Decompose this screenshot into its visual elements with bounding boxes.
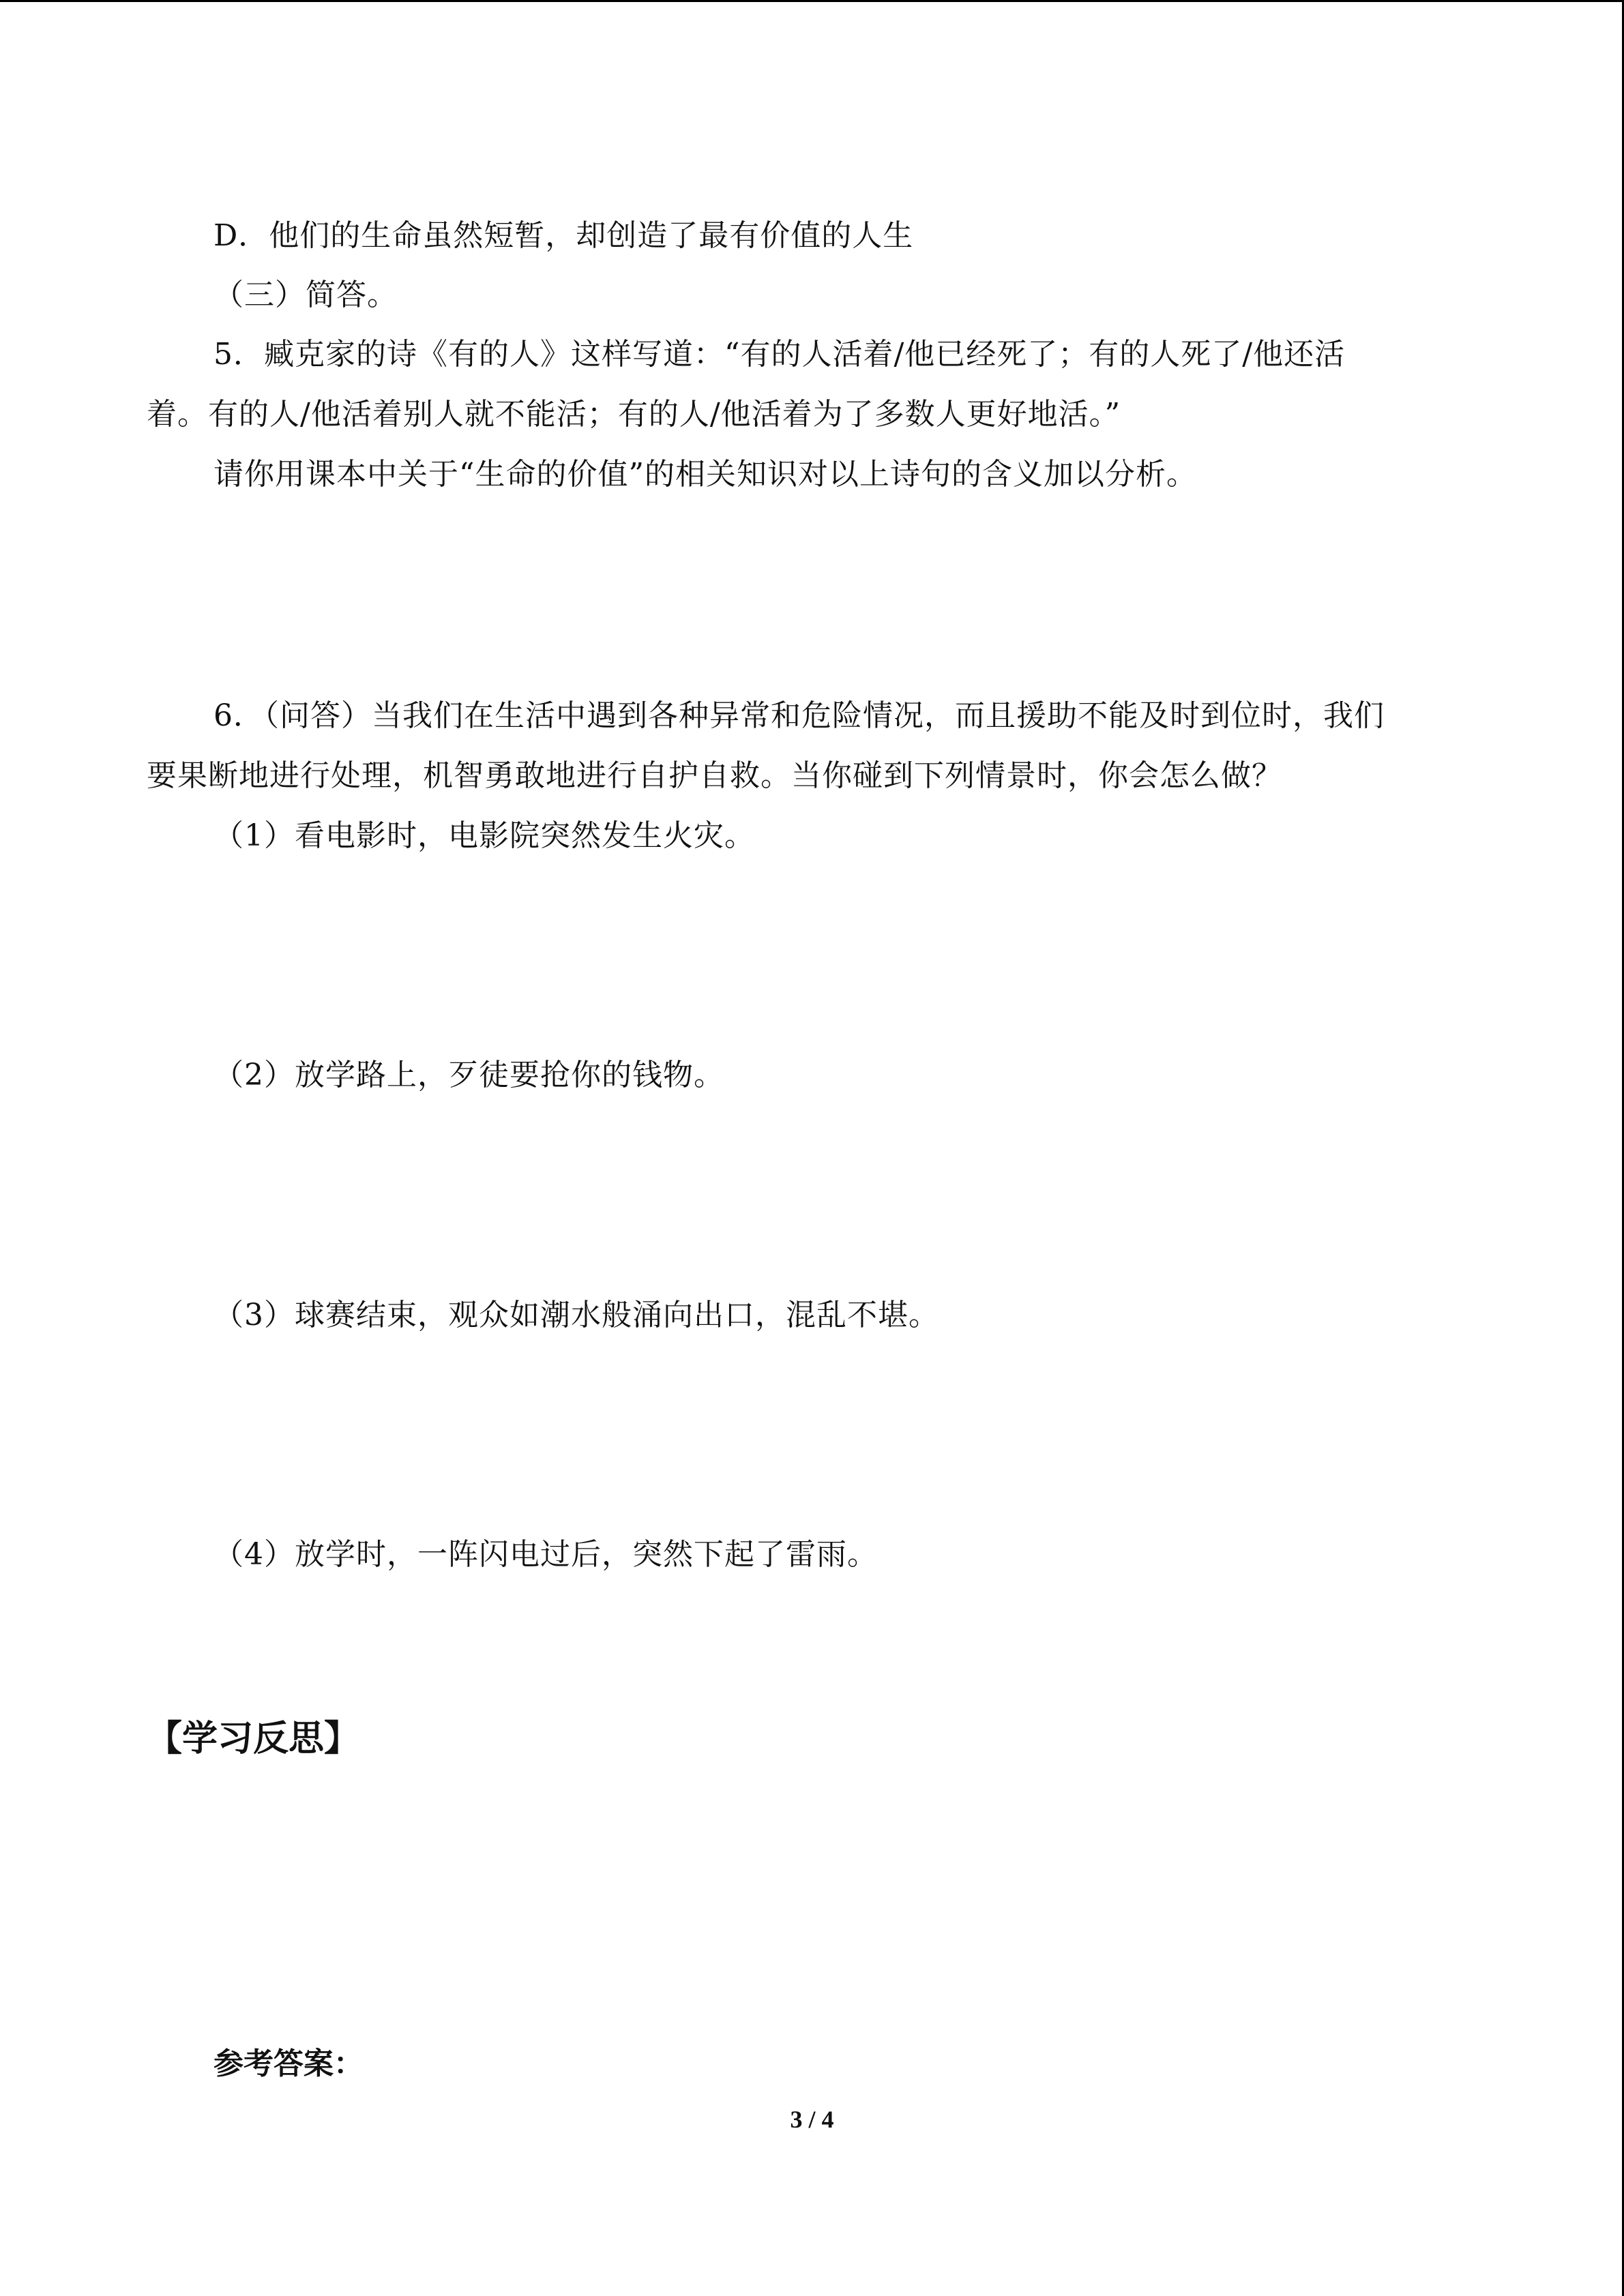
question-6-item-3: （3）球赛结束，观众如潮水般涌向出口，混乱不堪。 (213, 1298, 939, 1332)
page-top-border (0, 0, 1624, 2)
reflection-heading: 【学习反思】 (147, 1718, 360, 1759)
section-three-title: （三）简答。 (213, 278, 398, 312)
question-6-line-1: 6．（问答）当我们在生活中遇到各种异常和危险情况，而且援助不能及时到位时，我们 (213, 698, 1385, 733)
question-5-line-1: 5．臧克家的诗《有的人》这样写道：“有的人活着/他已经死了；有的人死了/他还活 (213, 337, 1346, 372)
question-5-line-2: 着。有的人/他活着别人就不能活；有的人/他活着为了多数人更好地活。” (147, 397, 1121, 432)
question-6-item-4: （4）放学时，一阵闪电过后，突然下起了雷雨。 (213, 1537, 878, 1572)
question-6-line-2: 要果断地进行处理，机智勇敢地进行自护自救。当你碰到下列情景时，你会怎么做？ (147, 758, 1282, 793)
option-d: D．他们的生命虽然短暂，却创造了最有价值的人生 (213, 218, 914, 253)
page-number: 3 / 4 (790, 2106, 834, 2133)
question-6-item-2: （2）放学路上，歹徒要抢你的钱物。 (213, 1058, 724, 1092)
question-5-prompt: 请你用课本中关于“生命的价值”的相关知识对以上诗句的含义加以分析。 (213, 457, 1197, 492)
question-6-item-1: （1）看电影时，电影院突然发生火灾。 (213, 818, 755, 853)
answer-label: 参考答案： (213, 2046, 364, 2081)
